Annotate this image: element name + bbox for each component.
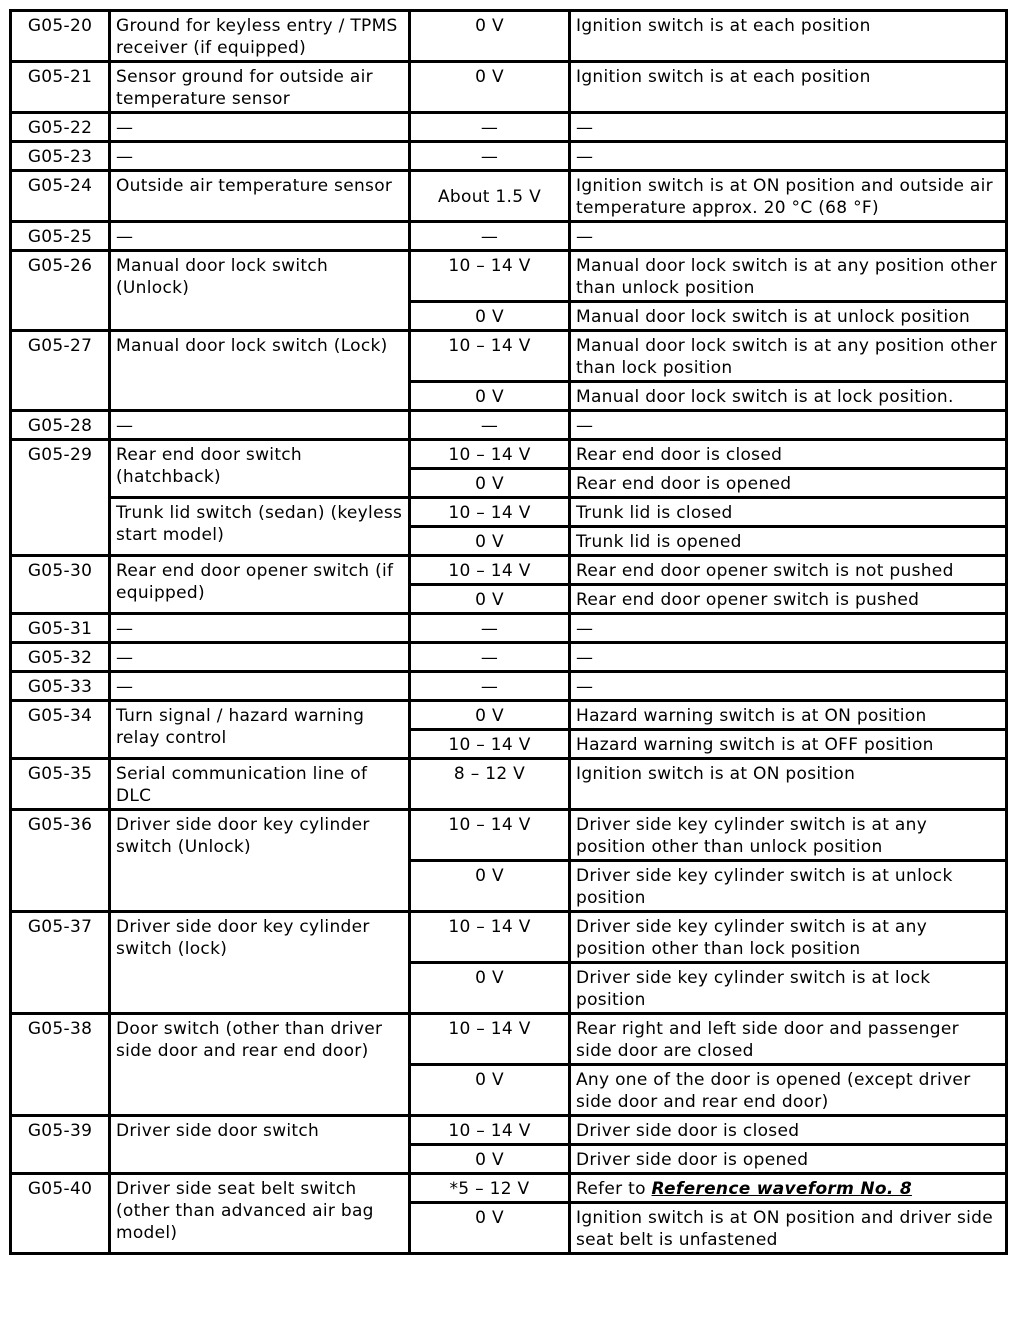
terminal-cell: G05-32: [11, 643, 110, 672]
voltage-cell: 0 V: [410, 1203, 570, 1254]
table-row: [11, 331, 1007, 382]
condition-cell: [570, 382, 1007, 411]
voltage-cell: 0 V: [410, 302, 570, 331]
condition-text: Rear end door is closed: [576, 445, 783, 465]
terminal-cell: G05-35: [11, 759, 110, 810]
description-cell: Driver side door switch: [110, 1116, 410, 1174]
condition-text: Trunk lid is closed: [576, 503, 733, 523]
condition-cell: [570, 1014, 1007, 1065]
condition-text: Manual door lock switch is at unlock position: [576, 307, 971, 327]
table-row: [11, 701, 1007, 730]
voltage-cell: —: [410, 643, 570, 672]
condition-text: Driver side key cylinder switch is at any position other than lock position: [576, 917, 928, 959]
terminal-cell: G05-30: [11, 556, 110, 614]
voltage-cell: 0 V: [410, 11, 570, 62]
description-cell: —: [110, 411, 410, 440]
condition-text: Any one of the door is opened (except driver side door and rear end door): [576, 1070, 971, 1112]
table-row: [11, 810, 1007, 861]
condition-text: Driver side key cylinder switch is at unlock position: [576, 866, 953, 908]
voltage-cell: —: [410, 411, 570, 440]
voltage-cell: 10 – 14 V: [410, 912, 570, 963]
voltage-cell: —: [410, 614, 570, 643]
condition-cell: [570, 1116, 1007, 1145]
terminal-cell: G05-26: [11, 251, 110, 331]
condition-text: Ignition switch is at ON position and outside air temperature approx. 20 °C (68 °F): [576, 176, 993, 218]
terminal-cell: G05-38: [11, 1014, 110, 1116]
condition-text: —: [576, 416, 594, 436]
condition-text: —: [576, 227, 594, 247]
condition-text: —: [576, 648, 594, 668]
condition-cell: [570, 701, 1007, 730]
table-row: [11, 222, 1007, 251]
condition-cell: [570, 672, 1007, 701]
voltage-cell: 0 V: [410, 62, 570, 113]
condition-cell: [570, 730, 1007, 759]
condition-text: Hazard warning switch is at ON position: [576, 706, 927, 726]
voltage-cell: 10 – 14 V: [410, 251, 570, 302]
reference-waveform-link[interactable]: Reference waveform No. 8: [651, 1179, 912, 1199]
terminal-cell: G05-23: [11, 142, 110, 171]
condition-cell: [570, 556, 1007, 585]
condition-text: Ignition switch is at ON position and driver side seat belt is unfastened: [576, 1208, 993, 1250]
voltage-cell: —: [410, 672, 570, 701]
description-cell: Manual door lock switch (Lock): [110, 331, 410, 411]
terminal-cell: G05-40: [11, 1174, 110, 1254]
condition-cell: [570, 1145, 1007, 1174]
terminal-cell: G05-36: [11, 810, 110, 912]
voltage-cell: 0 V: [410, 963, 570, 1014]
description-cell: Driver side seat belt switch (other than advanced air bag model): [110, 1174, 410, 1254]
terminal-cell: G05-24: [11, 171, 110, 222]
condition-text: Driver side door is closed: [576, 1121, 800, 1141]
condition-text: Manual door lock switch is at lock position.: [576, 387, 954, 407]
condition-cell: [570, 912, 1007, 963]
voltage-cell: 0 V: [410, 585, 570, 614]
voltage-cell: 10 – 14 V: [410, 1116, 570, 1145]
condition-cell: [570, 440, 1007, 469]
condition-text: —: [576, 677, 594, 697]
condition-cell: [570, 810, 1007, 861]
condition-cell: [570, 113, 1007, 142]
condition-text: Rear right and left side door and passenger side door are closed: [576, 1019, 959, 1061]
voltage-cell: *5 – 12 V: [410, 1174, 570, 1203]
voltage-cell: 10 – 14 V: [410, 730, 570, 759]
condition-text: Manual door lock switch is at any position other than unlock position: [576, 256, 998, 298]
terminal-cell: G05-25: [11, 222, 110, 251]
table-row: [11, 62, 1007, 113]
voltage-cell: 10 – 14 V: [410, 556, 570, 585]
condition-text: Ignition switch is at each position: [576, 16, 871, 36]
terminal-cell: G05-28: [11, 411, 110, 440]
condition-text: Rear end door is opened: [576, 474, 792, 494]
table-row: [11, 672, 1007, 701]
condition-cell: [570, 527, 1007, 556]
description-cell: Sensor ground for outside air temperature sensor: [110, 62, 410, 113]
description-cell: Driver side door key cylinder switch (lock): [110, 912, 410, 1014]
description-cell: Door switch (other than driver side door and rear end door): [110, 1014, 410, 1116]
condition-cell: [570, 11, 1007, 62]
voltage-cell: 8 – 12 V: [410, 759, 570, 810]
table-row: [11, 411, 1007, 440]
description-cell: —: [110, 142, 410, 171]
table-row: [11, 556, 1007, 585]
condition-text: Refer to: [576, 1179, 652, 1199]
condition-text: Trunk lid is opened: [576, 532, 742, 552]
condition-text: Ignition switch is at each position: [576, 67, 871, 87]
voltage-cell: 0 V: [410, 469, 570, 498]
description-cell: —: [110, 614, 410, 643]
condition-cell: [570, 331, 1007, 382]
condition-text: Manual door lock switch is at any position other than lock position: [576, 336, 998, 378]
condition-cell: [570, 1203, 1007, 1254]
description-cell: Turn signal / hazard warning relay control: [110, 701, 410, 759]
voltage-cell: About 1.5 V: [410, 171, 570, 222]
table-row: [11, 759, 1007, 810]
condition-cell: [570, 171, 1007, 222]
voltage-cell: 0 V: [410, 527, 570, 556]
table-row: [11, 643, 1007, 672]
table-row: [11, 912, 1007, 963]
condition-text: —: [576, 619, 594, 639]
table-row: [11, 440, 1007, 469]
table-row: [11, 251, 1007, 302]
voltage-cell: 0 V: [410, 1065, 570, 1116]
terminal-cell: G05-20: [11, 11, 110, 62]
condition-text: Driver side key cylinder switch is at any position other than unlock position: [576, 815, 928, 857]
condition-text: —: [576, 147, 594, 167]
voltage-cell: 10 – 14 V: [410, 810, 570, 861]
terminal-cell: G05-34: [11, 701, 110, 759]
table-row: [11, 1014, 1007, 1065]
condition-cell: [570, 62, 1007, 113]
description-cell: Rear end door opener switch (if equipped): [110, 556, 410, 614]
table-row: [11, 614, 1007, 643]
terminal-cell: G05-39: [11, 1116, 110, 1174]
voltage-cell: —: [410, 222, 570, 251]
terminal-cell: G05-29: [11, 440, 110, 556]
description-cell: Trunk lid switch (sedan) (keyless start model): [110, 498, 410, 556]
description-cell: Rear end door switch (hatchback): [110, 440, 410, 498]
voltage-cell: —: [410, 113, 570, 142]
condition-cell: [570, 142, 1007, 171]
condition-cell: [570, 302, 1007, 331]
condition-cell: [570, 585, 1007, 614]
condition-text: Driver side key cylinder switch is at lock position: [576, 968, 931, 1010]
condition-cell: [570, 963, 1007, 1014]
condition-text: Ignition switch is at ON position: [576, 764, 856, 784]
voltage-cell: 0 V: [410, 382, 570, 411]
condition-cell: [570, 1174, 1007, 1203]
condition-cell: [570, 614, 1007, 643]
condition-text: —: [576, 118, 594, 138]
terminal-cell: G05-31: [11, 614, 110, 643]
voltage-cell: 0 V: [410, 701, 570, 730]
description-cell: Outside air temperature sensor: [110, 171, 410, 222]
condition-cell: [570, 1065, 1007, 1116]
condition-text: Rear end door opener switch is pushed: [576, 590, 920, 610]
voltage-cell: 10 – 14 V: [410, 1014, 570, 1065]
voltage-cell: 10 – 14 V: [410, 498, 570, 527]
terminal-cell: G05-37: [11, 912, 110, 1014]
description-cell: —: [110, 672, 410, 701]
voltage-cell: —: [410, 142, 570, 171]
description-cell: —: [110, 643, 410, 672]
terminal-spec-sheet: [9, 9, 1008, 1255]
condition-text: Hazard warning switch is at OFF position: [576, 735, 934, 755]
condition-cell: [570, 861, 1007, 912]
table-row: [11, 142, 1007, 171]
terminal-cell: G05-22: [11, 113, 110, 142]
table-row: [11, 1116, 1007, 1145]
description-cell: Driver side door key cylinder switch (Unlock): [110, 810, 410, 912]
condition-cell: [570, 759, 1007, 810]
table-row: [11, 1174, 1007, 1203]
condition-cell: [570, 411, 1007, 440]
condition-cell: [570, 498, 1007, 527]
terminal-cell: G05-21: [11, 62, 110, 113]
terminal-cell: G05-27: [11, 331, 110, 411]
table-row: [11, 113, 1007, 142]
voltage-cell: 10 – 14 V: [410, 331, 570, 382]
condition-cell: [570, 469, 1007, 498]
voltage-cell: 10 – 14 V: [410, 440, 570, 469]
table-row: [11, 171, 1007, 222]
terminal-voltage-table: [9, 9, 1008, 1255]
table-row: [11, 498, 1007, 527]
description-cell: —: [110, 222, 410, 251]
voltage-cell: 0 V: [410, 1145, 570, 1174]
voltage-cell: 0 V: [410, 861, 570, 912]
condition-cell: [570, 222, 1007, 251]
terminal-cell: G05-33: [11, 672, 110, 701]
description-cell: —: [110, 113, 410, 142]
condition-text: Driver side door is opened: [576, 1150, 809, 1170]
condition-cell: [570, 643, 1007, 672]
description-cell: Serial communication line of DLC: [110, 759, 410, 810]
condition-text: Rear end door opener switch is not pushed: [576, 561, 954, 581]
condition-cell: [570, 251, 1007, 302]
table-row: [11, 11, 1007, 62]
description-cell: Ground for keyless entry / TPMS receiver (if equipped): [110, 11, 410, 62]
description-cell: Manual door lock switch (Unlock): [110, 251, 410, 331]
